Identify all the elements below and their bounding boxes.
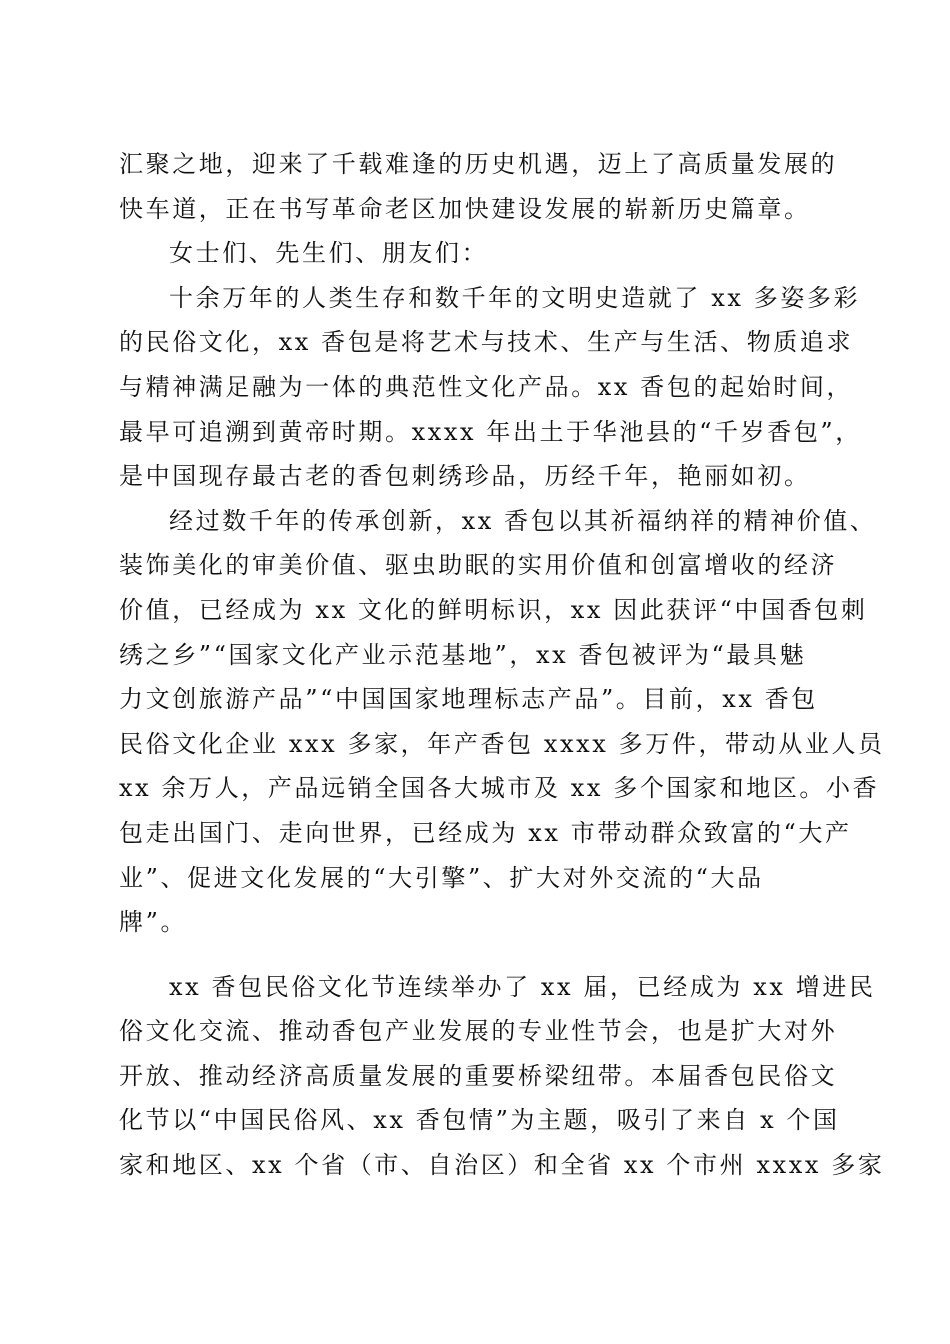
paragraph-festival: [119, 965, 885, 1188]
text-line: xx 香包民俗文化节连续举办了 xx 届，已经成为 xx 增进民: [169, 972, 876, 1001]
paragraph-spacer: [119, 945, 831, 965]
text-line: 价值，已经成为 xx 文化的鲜明标识，xx 因此获评“中国香包刺: [119, 595, 868, 624]
paragraph-value: [119, 499, 885, 945]
paragraph-salutation: [119, 231, 831, 276]
text-line: 装饰美化的审美价值、驱虫助眠的实用价值和创富增收的经济: [119, 551, 838, 580]
text-line: 汇聚之地，迎来了千载难逢的历史机遇，迈上了高质量发展的: [119, 150, 838, 178]
paragraph-history: [119, 276, 862, 499]
paragraph-continuation: [119, 142, 838, 231]
text-line: 的民俗文化，xx 香包是将艺术与技术、生产与生活、物质追求: [119, 328, 854, 357]
text-line: 力文创旅游产品”“中国国家地理标志产品”。目前，xx 香包: [119, 685, 818, 714]
text-line: 十余万年的人类生存和数千年的文明史造就了 xx 多姿多彩: [169, 283, 861, 312]
text-line: 经过数千年的传承创新，xx 香包以其祈福纳祥的精神价值、: [169, 506, 877, 535]
text-line: 最早可追溯到黄帝时期。xxxx 年出土于华池县的“千岁香包”，: [119, 417, 862, 446]
text-line: 民俗文化企业 xxx 多家，年产香包 xxxx 多万件，带动从业人员: [119, 729, 885, 758]
text-line: xx 余万人，产品远销全国各大城市及 xx 多个国家和地区。小香: [119, 774, 880, 803]
text-line: 与精神满足融为一体的典范性文化产品。xx 香包的起始时间，: [119, 372, 854, 401]
document-body: [119, 142, 885, 1188]
text-line: 业”、促进文化发展的“大引擎”、扩大对外交流的“大品: [119, 863, 764, 892]
text-line: 绣之乡”“国家文化产业示范基地”，xx 香包被评为“最具魅: [119, 640, 807, 669]
text-line: 化节以“中国民俗风、xx 香包情”为主题，吸引了来自 x 个国: [119, 1106, 840, 1135]
text-line: 家和地区、xx 个省（市、自治区）和全省 xx 个市州 xxxx 多家: [119, 1151, 885, 1180]
text-line: 牌”。: [119, 908, 188, 937]
text-line: 包走出国门、走向世界，已经成为 xx 市带动群众致富的“大产: [119, 818, 852, 847]
text-line: 开放、推动经济高质量发展的重要桥梁纽带。本届香包民俗文: [119, 1061, 838, 1090]
text-line: 是中国现存最古老的香包刺绣珍品，历经千年，艳丽如初。: [119, 462, 811, 491]
text-line: 俗文化交流、推动香包产业发展的专业性节会，也是扩大对外: [119, 1017, 838, 1046]
text-line: 女士们、先生们、朋友们：: [169, 239, 489, 268]
text-line: 快车道，正在书写革命老区加快建设发展的崭新历史篇章。: [119, 194, 811, 223]
